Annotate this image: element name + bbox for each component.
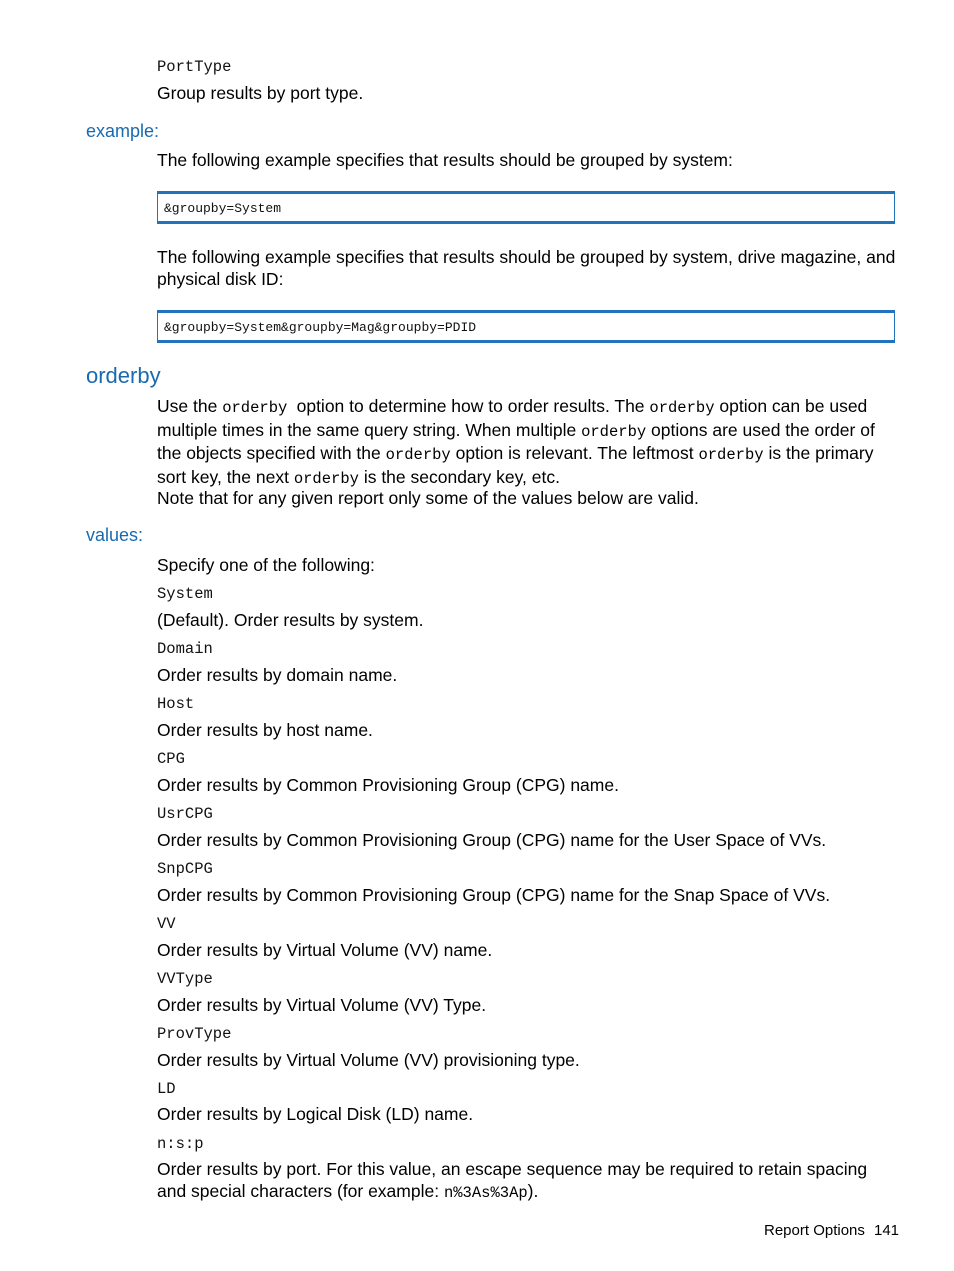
- value-desc: Order results by Virtual Volume (VV) Type.: [157, 995, 487, 1015]
- value-desc: Order results by host name.: [157, 720, 373, 740]
- code-block-1-text: &groupby=System: [164, 201, 282, 216]
- example-intro-2: The following example specifies that results should be grouped by system, drive magazine, and physical disk ID:: [157, 247, 896, 289]
- term-porttype: PortType: [157, 58, 232, 76]
- code-block-2-text: &groupby=System&groupby=Mag&groupby=PDID: [164, 320, 477, 335]
- value-term: VVType: [157, 970, 213, 988]
- values-heading: values:: [86, 525, 144, 545]
- code-block-2: [157, 310, 895, 343]
- desc-porttype: Group results by port type.: [157, 83, 364, 103]
- value-desc: Order results by Logical Disk (LD) name.: [157, 1104, 474, 1124]
- value-term: Host: [157, 695, 195, 713]
- orderby-heading: orderby: [86, 363, 161, 388]
- value-term: CPG: [157, 750, 185, 768]
- value-desc: Order results by Common Provisioning Group (CPG) name for the Snap Space of VVs.: [157, 885, 831, 905]
- value-term: LD: [157, 1080, 176, 1098]
- value-term: ProvType: [157, 1025, 232, 1043]
- value-desc: Order results by Virtual Volume (VV) name.: [157, 940, 493, 960]
- value-term: VV: [157, 915, 176, 933]
- value-desc: Order results by Virtual Volume (VV) provisioning type.: [157, 1050, 580, 1070]
- example-heading: example:: [86, 121, 160, 141]
- value-term: UsrCPG: [157, 805, 213, 823]
- value-term: SnpCPG: [157, 860, 213, 878]
- values-intro: Specify one of the following:: [157, 555, 375, 575]
- footer-page-number: 141: [874, 1222, 900, 1239]
- value-desc: Order results by Common Provisioning Group (CPG) name for the User Space of VVs.: [157, 830, 827, 850]
- value-desc: (Default). Order results by system.: [157, 610, 424, 630]
- value-desc-port: Order results by port. For this value, an escape sequence may be required to retain spacing and special characters (for example: n%3As%3Ap).: [157, 1159, 868, 1202]
- footer-section-title: Report Options: [764, 1222, 865, 1239]
- code-block-1: [157, 191, 895, 224]
- value-term: System: [157, 585, 213, 603]
- orderby-note: Note that for any given report only some of the values below are valid.: [157, 488, 699, 508]
- orderby-paragraph: Use the orderby option to determine how to order results. The orderby option can be used multiple times in the same query string. When multiple orderby options are used the order of the objects specified with the orderby option is relevant. The leftmost orderby is the primary sort key, the next orderby is the secondary key, etc.: [157, 396, 875, 488]
- value-term: Domain: [157, 640, 213, 658]
- value-desc: Order results by Common Provisioning Group (CPG) name.: [157, 775, 619, 795]
- value-desc: Order results by domain name.: [157, 665, 398, 685]
- example-intro-1: The following example specifies that results should be grouped by system:: [157, 150, 733, 170]
- value-term-port: n:s:p: [157, 1135, 204, 1153]
